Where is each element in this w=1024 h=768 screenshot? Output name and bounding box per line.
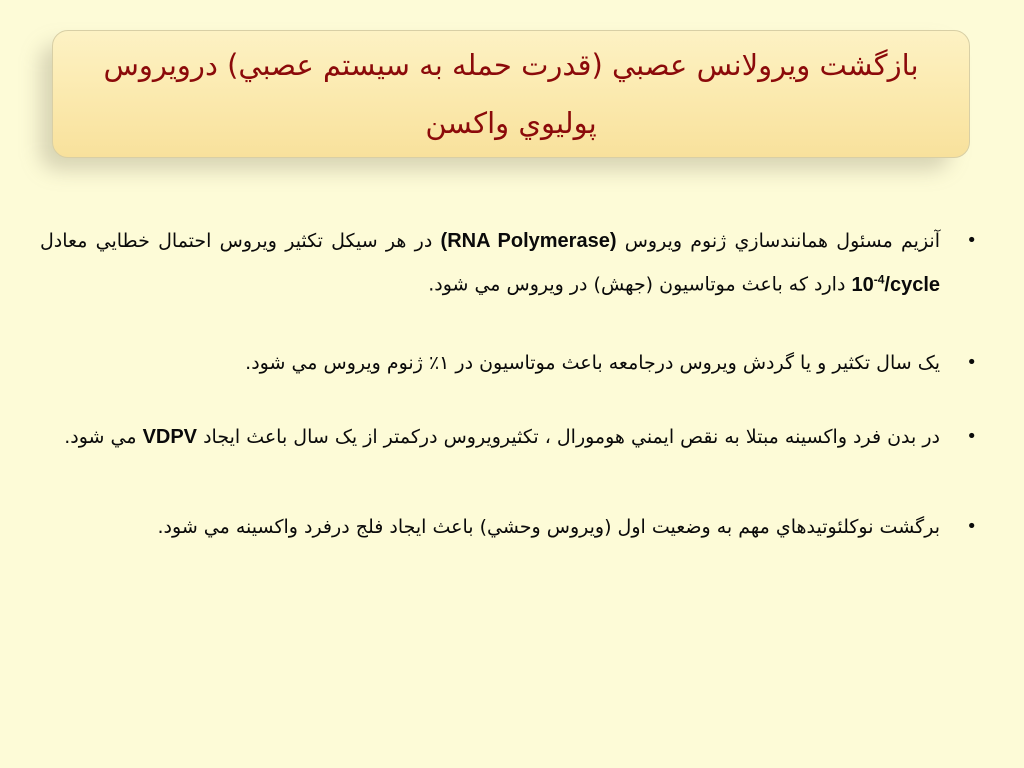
bullet-1-text-c: دارد که باعث موتاسيون (جهش) در ويروس مي شود. bbox=[428, 273, 852, 296]
bullet-3-text-b: مي شود. bbox=[64, 425, 143, 448]
bullet-1-error-rate-base: 10 bbox=[851, 273, 874, 296]
slide-content bbox=[40, 222, 985, 586]
title-box bbox=[52, 30, 970, 158]
slide-title bbox=[103, 36, 918, 152]
bullet-list bbox=[40, 222, 985, 546]
slide-title-line2: پوليوي واكسن bbox=[425, 106, 597, 140]
bullet-2-text: یک سال تکثير و يا گردش ويروس درجامعه باعث موتاسيون در ١٪ ژنوم ويروس مي شود. bbox=[245, 351, 940, 374]
bullet-1-error-rate-unit: /cycle bbox=[884, 273, 940, 296]
bullet-dot-icon: • bbox=[966, 230, 977, 251]
bullet-item-one-year bbox=[40, 344, 985, 382]
bullet-dot-icon: • bbox=[966, 515, 977, 537]
slide-title-line1: بازگشت ويرولانس عصبي (قدرت حمله به سيستم عصبي) درويروس bbox=[103, 48, 919, 82]
bullet-1-error-rate-exponent: -4 bbox=[873, 272, 885, 286]
bullet-dot-icon: • bbox=[966, 425, 977, 447]
bullet-1-text-b: در هر سيكل تكثير ويروس احتمال خطايي معادل bbox=[40, 230, 441, 252]
bullet-4-text: برگشت نوكلئوتيدهاي مهم به وضعيت اول (ويروس وحشي) باعث ايجاد فلج درفرد واكسينه مي شود. bbox=[157, 515, 940, 538]
bullet-1-text-a: آنزيم مسئول همانندسازي ژنوم ويروس bbox=[616, 230, 940, 252]
bullet-3-text-a: در بدن فرد واکسينه مبتلا به نقص ايمني هومورال ، تكثيرويروس دركمتر از يک سال باعث ايجاد bbox=[197, 425, 940, 448]
bullet-3-vdpv-term: VDPV bbox=[142, 425, 198, 448]
bullet-item-vdpv bbox=[40, 418, 985, 456]
bullet-1-error-rate bbox=[851, 274, 940, 296]
bullet-1-rna-polymerase-term: (RNA Polymerase) bbox=[440, 230, 617, 252]
bullet-item-reversion bbox=[40, 508, 985, 546]
bullet-dot-icon: • bbox=[966, 351, 977, 373]
bullet-item-rna-polymerase bbox=[40, 222, 985, 304]
